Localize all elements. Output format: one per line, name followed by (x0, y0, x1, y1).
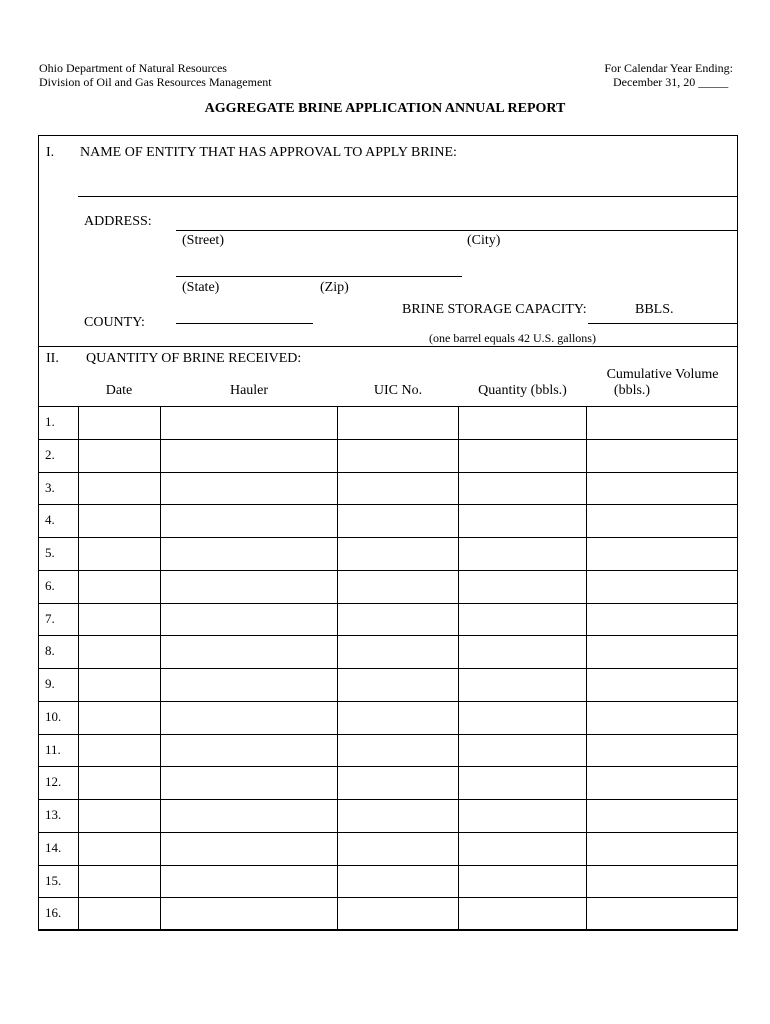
row-number: 9. (45, 676, 55, 691)
row-number: 7. (45, 610, 55, 626)
address-label: ADDRESS: (84, 214, 152, 229)
barrel-note: (one barrel equals 42 U.S. gallons) (429, 331, 596, 345)
table-cell[interactable] (458, 799, 586, 832)
table-cell[interactable] (78, 439, 160, 472)
row-number: 1. (45, 414, 55, 429)
row-number: 6. (45, 577, 55, 593)
city-label: (City) (467, 233, 501, 248)
table-row (38, 472, 738, 505)
table-cell[interactable] (586, 537, 738, 570)
table-cell[interactable] (458, 537, 586, 570)
table-row (38, 897, 738, 930)
table-cell[interactable] (337, 570, 458, 603)
section-divider (38, 346, 738, 347)
table-cell[interactable] (160, 635, 337, 668)
table-row (38, 799, 738, 832)
entity-name-label: NAME OF ENTITY THAT HAS APPROVAL TO APPLY BRINE: (80, 145, 457, 160)
table-cell[interactable] (160, 439, 337, 472)
table-cell[interactable] (458, 504, 586, 537)
table-cell[interactable] (458, 439, 586, 472)
table-row (38, 865, 738, 898)
year-ending-label: For Calendar Year Ending: (604, 61, 733, 75)
table-cell[interactable] (160, 734, 337, 767)
table-cell[interactable] (337, 537, 458, 570)
table-cell[interactable] (458, 406, 586, 439)
table-cell[interactable] (337, 766, 458, 799)
table-cell[interactable] (78, 832, 160, 865)
table-cell[interactable] (586, 504, 738, 537)
table-cell[interactable] (586, 766, 738, 799)
table-cell[interactable] (160, 504, 337, 537)
table-cell[interactable] (160, 668, 337, 701)
table-row (38, 406, 738, 439)
table-cell[interactable] (458, 635, 586, 668)
table-cell[interactable] (160, 865, 337, 898)
table-cell[interactable] (586, 701, 738, 734)
table-cell[interactable] (458, 734, 586, 767)
table-cell[interactable] (337, 439, 458, 472)
row-number: 15. (45, 872, 62, 888)
address-street-city-field[interactable] (176, 230, 738, 231)
county-field[interactable] (176, 323, 313, 324)
table-row (38, 439, 738, 472)
table-cell[interactable] (160, 897, 337, 930)
section-2-numeral: II. (46, 351, 59, 366)
table-cell[interactable] (337, 668, 458, 701)
storage-capacity-field[interactable] (588, 323, 738, 324)
column-hauler: Hauler (229, 383, 269, 398)
table-cell[interactable] (586, 635, 738, 668)
row-number: 12. (45, 774, 62, 790)
table-row (38, 668, 738, 701)
column-quantity: Quantity (bbls.) (478, 383, 567, 398)
table-cell[interactable] (586, 734, 738, 767)
agency-name: Ohio Department of Natural Resources (39, 61, 227, 75)
table-cell[interactable] (160, 472, 337, 505)
table-cell[interactable] (586, 668, 738, 701)
table-cell[interactable] (458, 472, 586, 505)
row-number: 3. (45, 479, 55, 495)
table-cell[interactable] (160, 537, 337, 570)
table-cell[interactable] (337, 406, 458, 439)
row-number: 13. (45, 807, 62, 822)
table-cell[interactable] (78, 701, 160, 734)
table-cell[interactable] (78, 570, 160, 603)
table-cell[interactable] (78, 897, 160, 930)
row-number: 5. (45, 545, 55, 560)
county-label: COUNTY: (84, 315, 145, 330)
row-divider (38, 930, 738, 931)
table-cell[interactable] (337, 734, 458, 767)
table-cell[interactable] (78, 766, 160, 799)
year-ending-value[interactable]: December 31, 20 _____ (613, 75, 729, 89)
storage-capacity-unit: BBLS. (635, 302, 674, 317)
table-cell[interactable] (78, 865, 160, 898)
table-cell[interactable] (160, 701, 337, 734)
table-cell[interactable] (337, 603, 458, 636)
column-uic-no: UIC No. (373, 383, 423, 398)
table-cell[interactable] (337, 897, 458, 930)
table-cell[interactable] (337, 701, 458, 734)
section-1-numeral: I. (46, 145, 55, 160)
table-row (38, 832, 738, 865)
column-cumulative-unit: (bbls.) (613, 383, 651, 398)
table-row (38, 504, 738, 537)
table-row (38, 570, 738, 603)
table-cell[interactable] (78, 734, 160, 767)
row-number: 2. (45, 446, 55, 462)
table-cell[interactable] (78, 406, 160, 439)
table-cell[interactable] (160, 832, 337, 865)
table-cell[interactable] (78, 603, 160, 636)
row-number: 8. (45, 643, 55, 659)
table-cell[interactable] (337, 865, 458, 898)
table-cell[interactable] (586, 439, 738, 472)
table-cell[interactable] (458, 668, 586, 701)
table-cell[interactable] (337, 635, 458, 668)
table-cell[interactable] (160, 799, 337, 832)
table-cell[interactable] (458, 701, 586, 734)
table-cell[interactable] (78, 668, 160, 701)
row-number: 4. (45, 512, 55, 528)
address-state-zip-field[interactable] (176, 276, 462, 277)
table-cell[interactable] (160, 570, 337, 603)
table-cell[interactable] (586, 406, 738, 439)
table-cell[interactable] (458, 897, 586, 930)
table-cell[interactable] (337, 799, 458, 832)
table-cell[interactable] (337, 504, 458, 537)
state-label: (State) (182, 280, 220, 295)
table-cell[interactable] (586, 832, 738, 865)
table-cell[interactable] (337, 472, 458, 505)
table-cell[interactable] (458, 832, 586, 865)
row-number: 16. (45, 905, 62, 921)
table-cell[interactable] (586, 603, 738, 636)
table-row (38, 734, 738, 767)
table-row (38, 537, 738, 570)
table-cell[interactable] (78, 537, 160, 570)
table-cell[interactable] (78, 472, 160, 505)
table-cell[interactable] (458, 570, 586, 603)
column-date: Date (105, 383, 133, 398)
form-title: AGGREGATE BRINE APPLICATION ANNUAL REPORT (204, 101, 566, 116)
table-cell[interactable] (78, 635, 160, 668)
table-row (38, 701, 738, 734)
table-cell[interactable] (458, 766, 586, 799)
division-name: Division of Oil and Gas Resources Management (39, 75, 272, 89)
table-cell[interactable] (78, 799, 160, 832)
table-cell[interactable] (160, 603, 337, 636)
zip-label: (Zip) (320, 280, 349, 295)
table-cell[interactable] (586, 865, 738, 898)
row-number: 11. (45, 741, 61, 757)
table-cell[interactable] (160, 406, 337, 439)
table-cell[interactable] (586, 472, 738, 505)
table-cell[interactable] (586, 897, 738, 930)
table-cell[interactable] (78, 504, 160, 537)
table-cell[interactable] (458, 603, 586, 636)
table-row (38, 766, 738, 799)
table-cell[interactable] (586, 799, 738, 832)
storage-capacity-label: BRINE STORAGE CAPACITY: (402, 302, 587, 317)
quantity-received-label: QUANTITY OF BRINE RECEIVED: (86, 351, 302, 366)
table-cell[interactable] (586, 570, 738, 603)
street-label: (Street) (182, 233, 224, 248)
table-cell[interactable] (458, 865, 586, 898)
entity-name-field[interactable] (78, 196, 738, 197)
table-row (38, 603, 738, 636)
row-number: 14. (45, 839, 62, 855)
row-number: 10. (45, 708, 62, 724)
table-cell[interactable] (160, 766, 337, 799)
column-cumulative-volume: Cumulative Volume (606, 367, 719, 382)
table-cell[interactable] (337, 832, 458, 865)
table-row (38, 635, 738, 668)
